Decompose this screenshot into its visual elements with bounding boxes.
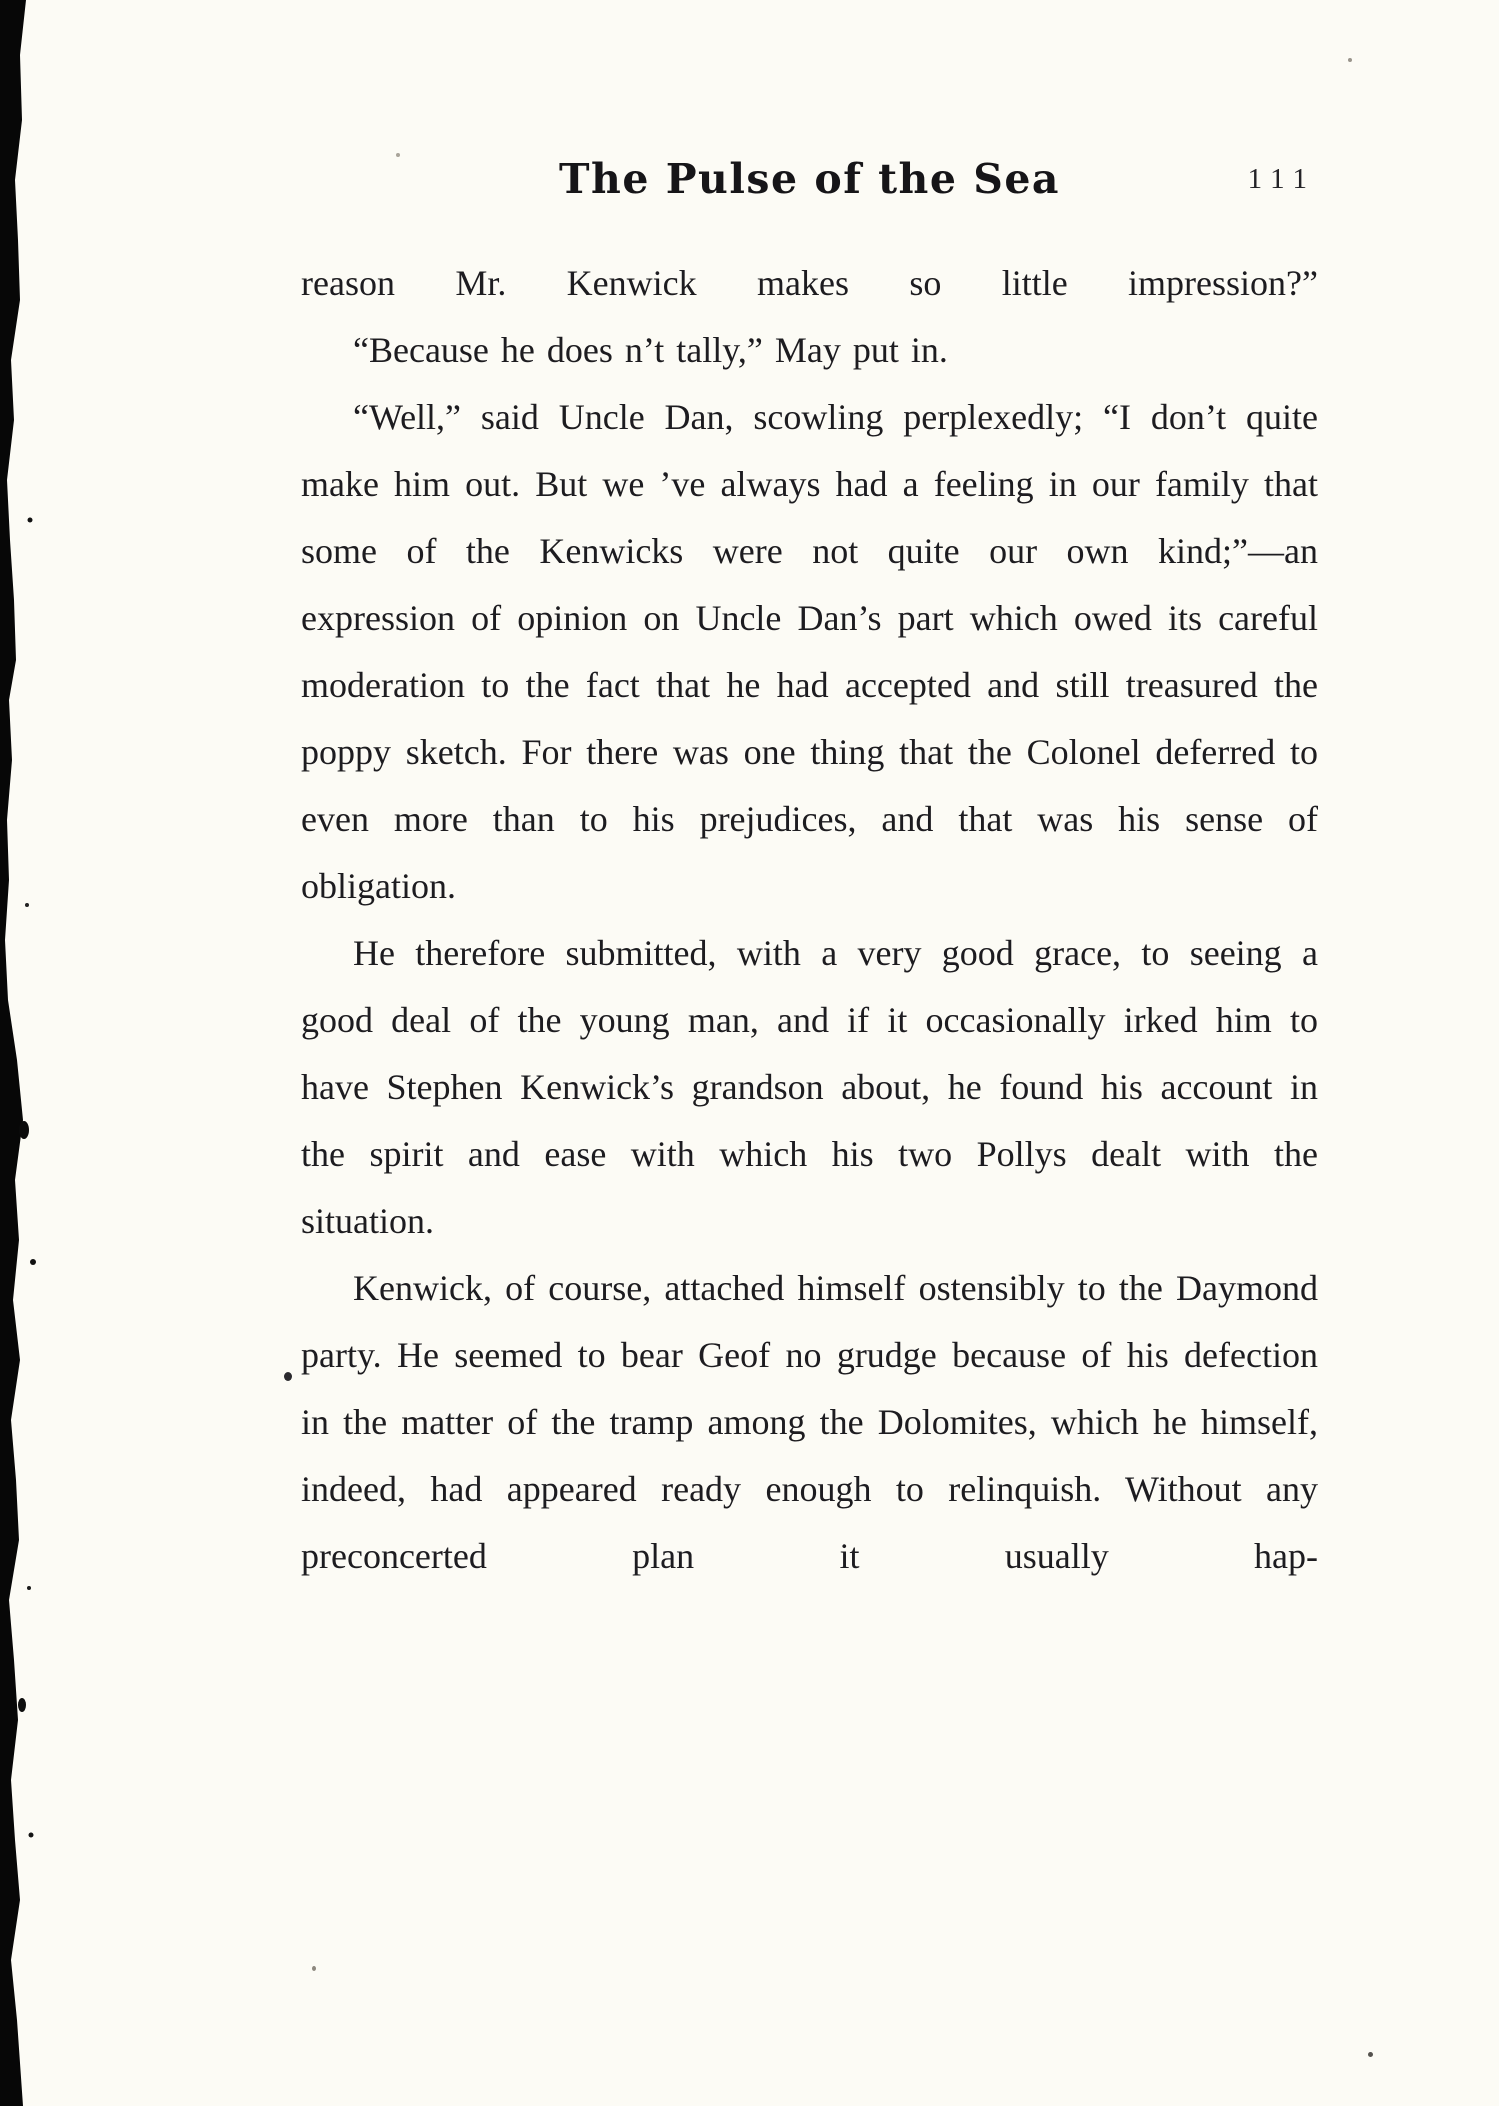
binding-edge-shadow xyxy=(0,0,46,2106)
paragraph: He therefore submitted, with a very good grace, to seeing a good deal of the young man, and if it occasionally irked him to have Stephen Kenwick’s grandson about, he found his account in the spirit and ease with which his two Pollys dealt with the situation. xyxy=(301,933,1318,1241)
running-title: The Pulse of the Sea xyxy=(559,155,1060,203)
scan-speck xyxy=(312,1966,316,1971)
scan-speck xyxy=(1348,58,1352,62)
paragraph-continues-next-page: Kenwick, of course, attached himself ostensibly to the Daymond party. He seemed to bear Geof no grudge because of his defection in the matter of the tramp among the Dolomites, which he himself, indeed, had appeared ready enough to relinquish. Without any preconcerted plan it usually hap- xyxy=(301,1268,1318,1576)
paragraph: “Because he does n’t tally,” May put in. xyxy=(353,330,948,370)
paragraph-continuation: reason Mr. Kenwick makes so little impression?” xyxy=(301,263,1318,303)
scan-speck xyxy=(284,1372,292,1381)
scan-speck xyxy=(1368,2052,1373,2057)
page-body xyxy=(301,250,1318,1590)
paragraph: “Well,” said Uncle Dan, scowling perplexedly; “I don’t quite make him out. But we ’ve always had a feeling in our family that some of the Kenwicks were not quite our own kind;”—an expression of opinion on Uncle Dan’s part which owed its careful moderation to the fact that he had accepted and still treasured the poppy sketch. For there was one thing that the Colonel deferred to even more than to his prejudices, and that was his sense of obligation. xyxy=(301,397,1318,906)
page-header xyxy=(301,155,1318,215)
scan-speck xyxy=(396,153,400,157)
page-number: 111 xyxy=(1247,163,1316,195)
